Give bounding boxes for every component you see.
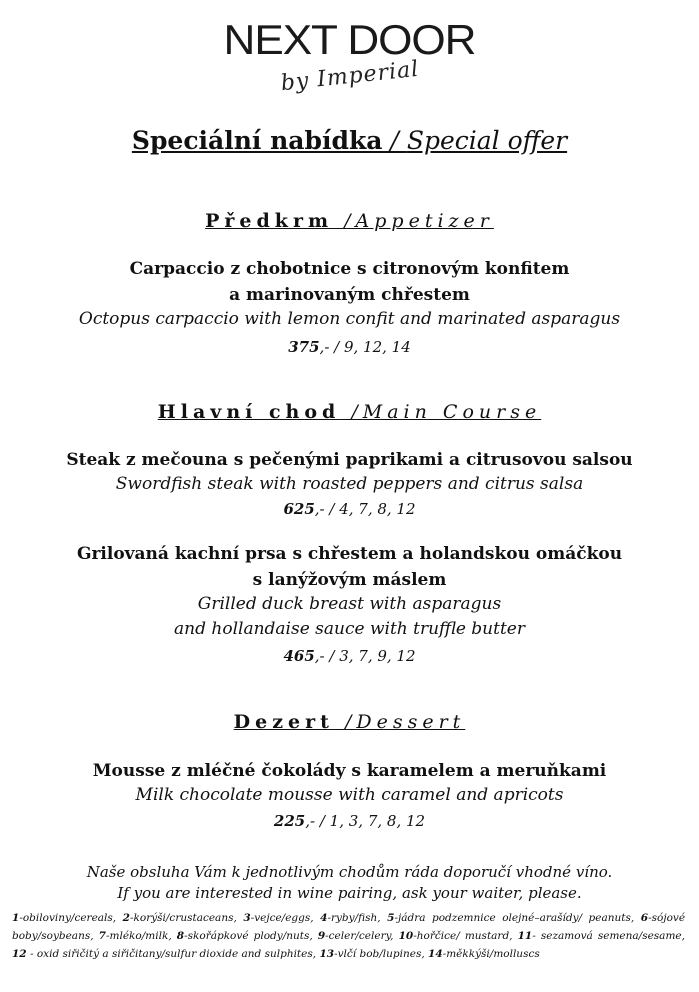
allergen-number: 9: [317, 930, 326, 942]
dish-name-english: Octopus carpaccio with lemon confit and marinated asparagus: [78, 309, 621, 329]
dish-name-czech: Carpaccio z chobotnice s citronovým konfitem: [129, 259, 570, 279]
allergen-legend: [12, 909, 685, 963]
dish-name-english: and hollandaise sauce with truffle butter: [174, 619, 525, 639]
dish-price: [0, 812, 699, 830]
allergen-number: 13: [319, 948, 335, 960]
allergen-label: -hořčice/ mustard,: [413, 930, 513, 942]
title-english: Special offer: [406, 126, 568, 155]
dish-price: [0, 500, 699, 518]
wine-note-czech: Naše obsluha Vám k jednotlivým chodům ráda doporučí vhodné víno.: [86, 863, 613, 881]
allergen-label: -korýši/crustaceans,: [129, 912, 237, 924]
allergen-number: 5: [387, 912, 395, 924]
allergen-label: -ryby/fish,: [327, 912, 381, 924]
allergen-label: -skořápkové plody/nuts,: [184, 930, 313, 942]
allergen-label: -vejce/eggs,: [250, 912, 314, 924]
section-heading-english: Main Course: [362, 401, 542, 423]
title-separator: /: [382, 126, 407, 155]
section-heading-czech: Hlavní chod: [157, 401, 341, 423]
section-heading-dessert: [0, 711, 699, 733]
allergen-label: -sójové boby/soybeans,: [12, 912, 686, 942]
allergen-label: -vlčí bob/lupines,: [334, 948, 425, 960]
section-heading-separator: /: [340, 401, 363, 423]
section-heading-appetizer: [0, 210, 699, 232]
title-czech: Speciální nabídka: [131, 126, 383, 155]
section-heading-english: Appetizer: [355, 210, 494, 232]
price-allergens: ,- / 3, 7, 9, 12: [314, 647, 416, 665]
allergen-number: 3: [243, 912, 251, 924]
allergen-label: -obiloviny/cereals,: [19, 912, 117, 924]
allergen-number: 1: [12, 912, 20, 924]
section-heading-czech: Předkrm: [205, 210, 334, 232]
wine-note-english: If you are interested in wine pairing, ask your waiter, please.: [117, 884, 582, 902]
price-allergens: ,- / 1, 3, 7, 8, 12: [305, 812, 426, 830]
allergen-number: 2: [122, 912, 130, 924]
allergen-label: - oxid siřičitý a siřičitany/sulfur dioxide and sulphites,: [26, 948, 317, 960]
dish-price: [0, 338, 699, 356]
allergen-label: -celer/celery,: [325, 930, 394, 942]
logo-tagline: by Imperial: [279, 56, 421, 97]
allergen-number: 4: [320, 912, 328, 924]
price-amount: 225: [273, 812, 306, 830]
allergen-number: 12: [12, 948, 27, 960]
allergen-label: - sezamová semena/sesame,: [532, 930, 685, 942]
allergen-number: 10: [398, 930, 414, 942]
dish-name-czech: s lanýžovým máslem: [252, 570, 447, 590]
allergen-number: 7: [98, 930, 106, 942]
allergen-number: 8: [176, 930, 185, 942]
price-amount: 625: [283, 500, 315, 518]
logo-wordmark: NEXT DOOR: [223, 16, 476, 63]
dish-name-czech: Mousse z mléčné čokolády s karamelem a meruňkami: [92, 761, 607, 781]
allergen-number: 11: [517, 930, 533, 942]
section-heading-czech: Dezert: [233, 711, 334, 733]
section-heading-separator: /: [333, 210, 356, 232]
dish-name-czech: Steak z mečouna s pečenými paprikami a citrusovou salsou: [66, 450, 633, 470]
dish-name-czech: a marinovaným chřestem: [229, 285, 470, 305]
allergen-number: 6: [640, 912, 649, 924]
dish-price: [0, 647, 699, 665]
price-amount: 375: [288, 338, 320, 356]
dish-name-czech: Grilovaná kachní prsa s chřestem a holandskou omáčkou: [76, 544, 623, 564]
price-amount: 465: [283, 647, 315, 665]
dish-name-english: Milk chocolate mousse with caramel and apricots: [135, 785, 564, 805]
section-heading-main-course: [0, 401, 699, 423]
dish-name-english: Swordfish steak with roasted peppers and citrus salsa: [115, 474, 584, 494]
allergen-label: -jádra podzemnice olejné–arašídy/ peanuts,: [394, 912, 635, 924]
price-allergens: ,- / 9, 12, 14: [319, 338, 411, 356]
price-allergens: ,- / 4, 7, 8, 12: [314, 500, 416, 518]
dish-name-english: Grilled duck breast with asparagus: [197, 594, 502, 614]
section-heading-separator: /: [333, 711, 357, 733]
page-title: [0, 126, 699, 155]
section-heading-english: Dessert: [356, 711, 466, 733]
allergen-label: -mléko/milk,: [105, 930, 172, 942]
allergen-label: -měkkýši/molluscs: [442, 948, 540, 960]
allergen-number: 14: [428, 948, 443, 960]
